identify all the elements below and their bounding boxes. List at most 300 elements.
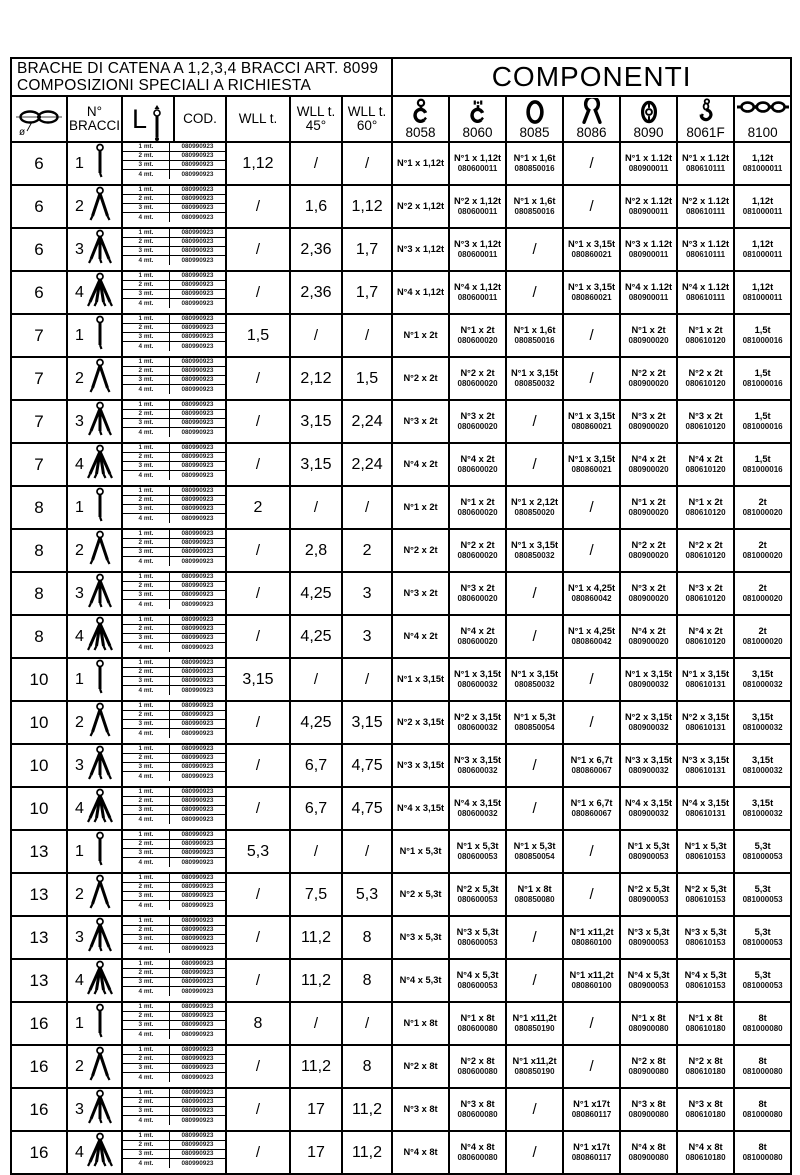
component-code: 080850032	[514, 680, 555, 689]
length-label: 1 mt.	[123, 573, 170, 582]
component-qty: 1,12t	[751, 282, 774, 292]
bracci-wrap	[68, 1089, 121, 1130]
length-label: 3 mt.	[123, 935, 170, 944]
bracci-cell	[67, 1045, 122, 1088]
component-code: 080860042	[571, 594, 612, 603]
component-code: 080900020	[628, 379, 669, 388]
length-code: 080990923	[170, 591, 225, 600]
component-cell-8085	[506, 1045, 563, 1088]
component-qty: N°3 x 2t	[631, 583, 666, 593]
length-cod-cell	[122, 142, 226, 185]
diameter-cell: 13	[11, 873, 67, 916]
component-cell-8061F	[677, 271, 734, 314]
component-cell-8085: /	[506, 443, 563, 486]
component-qty: N°1 x 2t	[631, 325, 666, 335]
wll45-cell: 17	[290, 1131, 342, 1174]
bracci-count: 2	[75, 713, 84, 731]
length-label: 3 mt.	[123, 892, 170, 901]
component-code: 081000032	[742, 680, 783, 689]
diameter-cell: 7	[11, 314, 67, 357]
component-qty: N°3 x 2t	[403, 416, 438, 426]
wll60-cell: 11,2	[342, 1131, 392, 1174]
wll-cell: 3,15	[226, 658, 290, 701]
length-code: 080990923	[170, 634, 225, 643]
wll-cell: /	[226, 185, 290, 228]
component-code: 080600053	[457, 938, 498, 947]
component-qty: N°2 x 8t	[631, 1056, 666, 1066]
length-label: 1 mt.	[123, 358, 170, 367]
length-code: 080990923	[170, 333, 225, 342]
length-code: 080990923	[170, 487, 225, 496]
component-cell-8060	[449, 443, 506, 486]
wll45-cell: 4,25	[290, 615, 342, 658]
wll60-cell: 4,75	[342, 744, 392, 787]
bracci-wrap	[68, 315, 121, 356]
component-qty: N°4 x 2t	[631, 454, 666, 464]
component-qty: N°2 x 2t	[688, 540, 723, 550]
component-qty: N°3 x 5,3t	[684, 927, 727, 937]
length-code: 080990923	[170, 711, 225, 720]
sling-legs-4-icon	[86, 960, 114, 1001]
component-cell-8058	[392, 1045, 449, 1088]
length-label: 4 mt.	[123, 987, 170, 996]
component-code: 081000080	[742, 1153, 783, 1162]
component-cell-8086	[563, 615, 620, 658]
wll-cell: /	[226, 615, 290, 658]
sling-legs-1-icon	[86, 143, 114, 184]
length-cod-grid	[123, 573, 225, 609]
component-cell-8060	[449, 830, 506, 873]
length-label: 2 mt.	[123, 453, 170, 462]
wll45-header: WLL t. 45°	[290, 96, 342, 142]
component-code: 080860021	[571, 422, 612, 431]
component-code: 080610153	[685, 852, 726, 861]
component-code: 081000032	[742, 766, 783, 775]
component-qty: N°2 x 3,15t	[681, 712, 730, 722]
wll-cell: 8	[226, 1002, 290, 1045]
component-code: 080600032	[457, 809, 498, 818]
length-cod-grid	[123, 401, 225, 437]
component-code: 081000053	[742, 981, 783, 990]
bracci-cell	[67, 701, 122, 744]
sling-legs-1-icon	[86, 831, 114, 872]
bracci-cell	[67, 400, 122, 443]
length-label: 4 mt.	[123, 815, 170, 824]
bracci-header: N° BRACCI	[67, 96, 122, 142]
wll45-cell: 1,6	[290, 185, 342, 228]
length-label: 3 mt.	[123, 1107, 170, 1116]
wll-cell: /	[226, 787, 290, 830]
component-cell-8100	[734, 400, 791, 443]
component-cell-8100	[734, 615, 791, 658]
wll60-cell: 1,12	[342, 185, 392, 228]
sling-legs-2-icon	[86, 702, 114, 743]
component-cell-8058	[392, 529, 449, 572]
component-code: 081000016	[742, 336, 783, 345]
component-cell-8090	[620, 228, 677, 271]
table-row	[11, 357, 791, 400]
component-code: 080900080	[628, 1024, 669, 1033]
length-code: 080990923	[170, 419, 225, 428]
component-cell-8058	[392, 1002, 449, 1045]
eye-hook-icon	[393, 98, 448, 126]
component-cell-8060	[449, 744, 506, 787]
length-label: 1 mt.	[123, 530, 170, 539]
bracci-count: 2	[75, 369, 84, 387]
component-code: 080850032	[514, 551, 555, 560]
length-code: 080990923	[170, 849, 225, 858]
length-label: 3 mt.	[123, 806, 170, 815]
component-qty: N°1 x 8t	[517, 884, 552, 894]
component-qty: N°2 x 2t	[460, 368, 495, 378]
length-label: 1 mt.	[123, 315, 170, 324]
component-code: 080610180	[685, 1153, 726, 1162]
wll60-cell: /	[342, 830, 392, 873]
component-cell-8086: /	[563, 529, 620, 572]
master-link-icon	[564, 98, 619, 126]
chain-diameter-icon	[12, 105, 66, 137]
component-qty: N°4 x 1,12t	[453, 282, 502, 292]
length-label: 4 mt.	[123, 643, 170, 652]
component-cell-8058	[392, 314, 449, 357]
length-label: 2 mt.	[123, 969, 170, 978]
component-cell-8060	[449, 658, 506, 701]
sling-legs-1-icon	[86, 487, 114, 528]
component-cell-8058	[392, 357, 449, 400]
component-cell-8100	[734, 271, 791, 314]
component-cell-8061F	[677, 701, 734, 744]
length-code: 080990923	[181, 1030, 214, 1038]
component-qty: N°1 x17t	[573, 1142, 610, 1152]
bracci-count: 3	[75, 584, 84, 602]
component-cell-8100	[734, 1131, 791, 1174]
length-code: 080990923	[170, 401, 225, 410]
component-code: 080610120	[685, 508, 726, 517]
length-cod-cell	[122, 271, 226, 314]
wll45-cell: 11,2	[290, 1045, 342, 1088]
length-code: 080990923	[170, 247, 225, 256]
component-code: 081000016	[742, 379, 783, 388]
length-code: 080990923	[181, 643, 214, 651]
component-code: 081000011	[742, 293, 783, 302]
component-qty: N°2 x 2t	[631, 540, 666, 550]
component-code: 080600020	[457, 508, 498, 517]
bracci-wrap	[68, 272, 121, 313]
component-cell-8090	[620, 486, 677, 529]
length-code: 080990923	[181, 428, 214, 436]
component-code: 080900020	[628, 336, 669, 345]
length-code: 080990923	[170, 453, 225, 462]
component-cell-8061F	[677, 529, 734, 572]
length-label: 4 mt.	[123, 299, 170, 308]
component-qty: N°1 x 8t	[688, 1013, 723, 1023]
length-label: 3 mt.	[123, 247, 170, 256]
component-qty: N°1 x 3,15t	[567, 239, 616, 249]
bracci-cell	[67, 529, 122, 572]
length-code: 080990923	[170, 582, 225, 591]
component-cell-8085: /	[506, 1088, 563, 1131]
diameter-cell: 10	[11, 787, 67, 830]
wll45-cell: /	[290, 314, 342, 357]
length-label: 1 mt.	[123, 1046, 170, 1055]
component-qty: N°2 x 2t	[688, 368, 723, 378]
sling-legs-4-icon	[86, 444, 114, 485]
component-cell-8061F	[677, 228, 734, 271]
length-label: 1 mt.	[123, 444, 170, 453]
header-title-row	[11, 58, 791, 96]
bracci-wrap	[68, 1003, 121, 1044]
component-header-8061F: 8061F	[677, 96, 734, 142]
component-code: 080860067	[571, 766, 612, 775]
component-qty: N°4 x 2t	[688, 454, 723, 464]
length-cod-grid	[123, 358, 225, 394]
component-qty: 1,5t	[754, 411, 771, 421]
component-code: 080600020	[457, 379, 498, 388]
bracci-count: 4	[75, 627, 84, 645]
length-cod-cell	[122, 701, 226, 744]
component-qty: N°2 x 3,15t	[624, 712, 673, 722]
component-cell-8100	[734, 185, 791, 228]
component-cell-8086: /	[563, 1002, 620, 1045]
component-header-8086: 8086	[563, 96, 620, 142]
component-cell-8090	[620, 443, 677, 486]
component-cell-8061F	[677, 1002, 734, 1045]
bracci-count: 4	[75, 283, 84, 301]
length-label: 3 mt.	[123, 978, 170, 987]
oval-link-icon	[507, 98, 562, 126]
length-code: 080990923	[170, 668, 225, 677]
sling-legs-3-icon	[86, 745, 114, 786]
length-code: 080990923	[170, 659, 225, 668]
component-cell-8086: /	[563, 873, 620, 916]
length-cod-cell	[122, 658, 226, 701]
component-code: 081000016	[742, 422, 783, 431]
length-label: 2 mt.	[123, 668, 170, 677]
length-code: 080990923	[181, 514, 214, 522]
bracci-cell	[67, 142, 122, 185]
component-cell-8058	[392, 1131, 449, 1174]
component-header-8100: 8100	[734, 96, 791, 142]
length-cod-grid	[123, 487, 225, 523]
component-qty: N°1 x 5,3t	[513, 841, 556, 851]
wll45-cell: 2,12	[290, 357, 342, 400]
component-cell-8060	[449, 314, 506, 357]
component-qty: N°1 x 5,3t	[627, 841, 670, 851]
bracci-cell	[67, 615, 122, 658]
component-cell-8086: /	[563, 830, 620, 873]
length-cod-grid	[123, 143, 225, 179]
length-code: 080990923	[170, 1089, 225, 1098]
length-code: 080990923	[181, 385, 214, 393]
length-label: 2 mt.	[123, 238, 170, 247]
component-qty: N°3 x 1,12t	[396, 244, 445, 254]
component-qty: N°3 x 2t	[460, 583, 495, 593]
sling-legs-3-icon	[86, 1089, 114, 1130]
component-cell-8086	[563, 959, 620, 1002]
component-cell-8058	[392, 271, 449, 314]
sling-legs-2-icon	[86, 1046, 114, 1087]
component-qty: N°1 x11,2t	[512, 1013, 557, 1023]
wll60-cell: 3	[342, 572, 392, 615]
length-cod-cell	[122, 744, 226, 787]
component-cell-8060	[449, 529, 506, 572]
component-cell-8086	[563, 744, 620, 787]
bracci-wrap	[68, 358, 121, 399]
diameter-cell: 7	[11, 357, 67, 400]
bracci-wrap	[68, 1046, 121, 1087]
component-cell-8058	[392, 572, 449, 615]
length-cod-grid	[123, 315, 225, 351]
length-code: 080990923	[170, 161, 225, 170]
component-cell-8085: /	[506, 1131, 563, 1174]
length-cod-cell	[122, 873, 226, 916]
bracci-wrap	[68, 487, 121, 528]
component-qty: N°2 x 5,3t	[399, 889, 442, 899]
component-qty: N°1 x 6,7t	[570, 798, 613, 808]
component-code: 080600080	[457, 1024, 498, 1033]
component-qty: N°4 x 5,3t	[684, 970, 727, 980]
length-cod-cell	[122, 185, 226, 228]
length-label: 4 mt.	[123, 471, 170, 480]
wll60-cell: 2,24	[342, 400, 392, 443]
component-cell-8061F	[677, 314, 734, 357]
length-label: 4 mt.	[123, 557, 170, 566]
diameter-cell: 6	[11, 142, 67, 185]
sling-legs-4-icon	[86, 788, 114, 829]
component-cell-8058	[392, 787, 449, 830]
diameter-cell: 10	[11, 658, 67, 701]
length-code: 080990923	[170, 376, 225, 385]
length-label: 4 mt.	[123, 901, 170, 910]
component-cell-8090	[620, 1002, 677, 1045]
component-cell-8085: /	[506, 228, 563, 271]
component-cell-8085: /	[506, 916, 563, 959]
bracci-cell	[67, 185, 122, 228]
length-label: 3 mt.	[123, 462, 170, 471]
length-label: 1 mt.	[123, 1089, 170, 1098]
component-qty: N°1 x 5,3t	[399, 846, 442, 856]
length-code: 080990923	[170, 539, 225, 548]
length-cod-grid	[123, 659, 225, 695]
length-code: 080990923	[181, 686, 214, 694]
length-label: 2 mt.	[123, 711, 170, 720]
length-label: 3 mt.	[123, 1021, 170, 1030]
component-cell-8058	[392, 1088, 449, 1131]
component-qty: N°3 x 5,3t	[627, 927, 670, 937]
component-cell-8061F	[677, 658, 734, 701]
component-code: 080900032	[628, 809, 669, 818]
bracci-count: 2	[75, 541, 84, 559]
table-row	[11, 744, 791, 787]
length-code: 080990923	[181, 342, 214, 350]
length-label: 2 mt.	[123, 539, 170, 548]
diameter-cell: 16	[11, 1045, 67, 1088]
bracci-count: 1	[75, 1014, 84, 1032]
component-qty: N°2 x 3,15t	[396, 717, 445, 727]
length-cod-cell	[122, 228, 226, 271]
component-code: 080860021	[571, 293, 612, 302]
sling-legs-2-icon	[86, 358, 114, 399]
wll-cell: 2	[226, 486, 290, 529]
component-cell-8061F	[677, 443, 734, 486]
component-code: 080600032	[457, 723, 498, 732]
component-qty: N°1 x 2,12t	[510, 497, 559, 507]
bracci-count: 4	[75, 971, 84, 989]
component-cell-8085	[506, 142, 563, 185]
table-row	[11, 916, 791, 959]
length-code: 080990923	[181, 987, 214, 995]
wll60-cell: /	[342, 142, 392, 185]
bracci-cell	[67, 1088, 122, 1131]
bracci-cell	[67, 658, 122, 701]
bracci-wrap	[68, 616, 121, 657]
component-code: 080900011	[628, 293, 669, 302]
table-row	[11, 873, 791, 916]
component-code: 080850190	[514, 1024, 555, 1033]
header-columns-row	[11, 96, 791, 142]
wll60-cell: /	[342, 314, 392, 357]
bracci-cell	[67, 744, 122, 787]
diameter-cell: 8	[11, 486, 67, 529]
component-cell-8061F	[677, 185, 734, 228]
length-label: 4 mt.	[123, 729, 170, 738]
length-cod-grid	[123, 229, 225, 265]
component-code: 080610131	[685, 680, 726, 689]
component-cell-8085	[506, 658, 563, 701]
component-code: 080600020	[457, 551, 498, 560]
component-cell-8090	[620, 142, 677, 185]
bracci-wrap	[68, 745, 121, 786]
wll45-cell: /	[290, 486, 342, 529]
component-qty: N°2 x 1.12t	[681, 196, 730, 206]
diameter-cell: 8	[11, 615, 67, 658]
length-cod-grid	[123, 874, 225, 910]
wll45-cell: 3,15	[290, 443, 342, 486]
diameter-cell: 16	[11, 1088, 67, 1131]
component-code: 080610111	[685, 164, 726, 173]
component-cell-8090	[620, 701, 677, 744]
bracci-cell	[67, 228, 122, 271]
table-row	[11, 529, 791, 572]
component-qty: N°4 x 5,3t	[399, 975, 442, 985]
component-code: 080610120	[685, 551, 726, 560]
component-code: 080610153	[685, 938, 726, 947]
component-qty: N°4 x 1.12t	[624, 282, 673, 292]
length-label: 4 mt.	[123, 944, 170, 953]
length-label: 3 mt.	[123, 161, 170, 170]
wll-cell: 1,12	[226, 142, 290, 185]
wll45-cell: 11,2	[290, 916, 342, 959]
wll45-cell: 4,25	[290, 701, 342, 744]
bracci-cell	[67, 271, 122, 314]
component-code: 080900053	[628, 852, 669, 861]
component-cell-8085	[506, 185, 563, 228]
wll-cell: /	[226, 1088, 290, 1131]
diameter-cell: 8	[11, 572, 67, 615]
component-code: 080900020	[628, 422, 669, 431]
length-cod-cell	[122, 615, 226, 658]
component-code: 080850190	[514, 1067, 555, 1076]
component-cell-8086: /	[563, 142, 620, 185]
length-label: 4 mt.	[123, 1159, 170, 1168]
length-code: 080990923	[181, 815, 214, 823]
length-header-label: L	[131, 104, 148, 134]
length-code: 080990923	[170, 143, 225, 152]
component-code: 080900032	[628, 766, 669, 775]
component-code: 080600032	[457, 680, 498, 689]
wll45-cell: 7,5	[290, 873, 342, 916]
length-label: 4 mt.	[123, 858, 170, 867]
